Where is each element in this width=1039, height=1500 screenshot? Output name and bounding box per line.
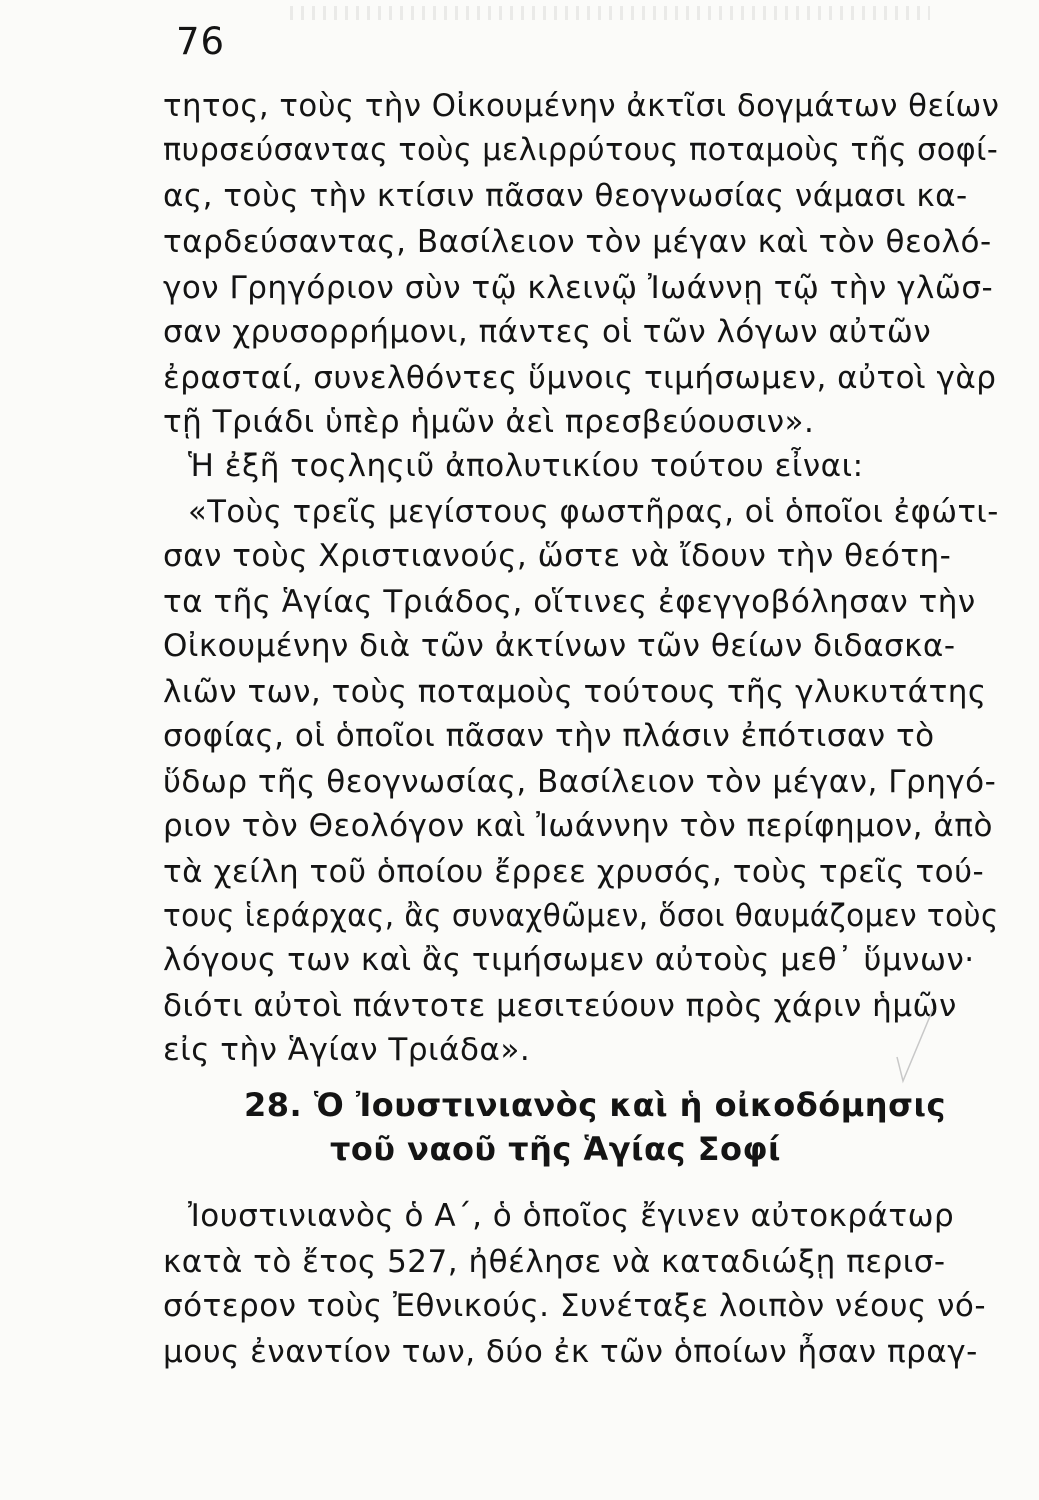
text-line: κατὰ τὸ ἔτος 527, ἠθέλησε νὰ καταδιώξῃ περισ-	[163, 1244, 946, 1280]
text-line: τῇ Τριάδι ὑπὲρ ἡμῶν ἀεὶ πρεσβεύουσιν».	[163, 404, 815, 440]
text-line: γον Γρηγόριον σὺν τῷ κλεινῷ Ἰωάννῃ τῷ τὴν γλῶσ-	[163, 270, 994, 306]
text-line: σαν χρυσορρήμονι, πάντες οἱ τῶν λόγων αὐτῶν	[163, 314, 932, 350]
text-line: διότι αὐτοὶ πάντοτε μεσιτεύουν πρὸς χάριν ἡμῶν	[163, 988, 957, 1024]
text-line: ὕδωρ τῆς θεογνωσίας, Βασίλειον τὸν μέγαν, Γρηγό-	[163, 764, 997, 800]
text-line: ἐρασταί, συνελθόντες ὕμνοις τιμήσωμεν, αὐτοὶ γὰρ	[163, 360, 997, 396]
text-line: Οἰκουμένην διὰ τῶν ἀκτίνων τῶν θείων διδασκα-	[163, 628, 956, 664]
text-line: ταρδεύσαντας, Βασίλειον τὸν μέγαν καὶ τὸν θεολό-	[163, 224, 992, 260]
pencil-checkmark-icon	[893, 1005, 939, 1085]
section-heading: τοῦ ναοῦ τῆς Ἁγίας Σοφί	[330, 1130, 781, 1168]
text-line: λιῶν των, τοὺς ποταμοὺς τούτους τῆς γλυκυτάτης	[163, 674, 987, 710]
text-line: τους ἱεράρχας, ἂς συναχθῶμεν, ὅσοι θαυμάζομεν τοὺς	[163, 898, 999, 934]
text-line: σότερον τοὺς Ἐθνικούς. Συνέταξε λοιπὸν νέους νό-	[163, 1288, 987, 1324]
text-line: σοφίας, οἱ ὁποῖοι πᾶσαν τὴν πλάσιν ἐπότισαν τὸ	[163, 718, 935, 754]
text-line: τὰ χείλη τοῦ ὁποίου ἔρρεε χρυσός, τοὺς τρεῖς τού-	[163, 854, 985, 890]
text-line: εἰς τὴν Ἁγίαν Τριάδα».	[163, 1032, 531, 1068]
text-line: τα τῆς Ἁγίας Τριάδος, οἵτινες ἐφεγγοβόλησαν τὴν	[163, 584, 976, 620]
section-heading: 28. Ὁ Ἰουστινιανὸς καὶ ἡ οἰκοδόμησις	[244, 1086, 946, 1124]
text-line: ριον τὸν Θεολόγον καὶ Ἰωάννην τὸν περίφημον, ἀπὸ	[163, 808, 993, 844]
page-number: 76	[176, 20, 226, 63]
text-line: σαν τοὺς Χριστιανούς, ὥστε νὰ ἴδουν τὴν θεότη-	[163, 538, 952, 574]
text-line: μους ἐναντίον των, δύο ἐκ τῶν ὁποίων ἦσαν πραγ-	[163, 1334, 978, 1370]
text-line: «Τοὺς τρεῖς μεγίστους φωστῆρας, οἱ ὁποῖοι ἐφώτι-	[188, 494, 999, 530]
text-line: πυρσεύσαντας τοὺς μελιρρύτους ποταμοὺς τῆς σοφί-	[163, 132, 999, 168]
text-line: ας, τοὺς τὴν κτίσιν πᾶσαν θεογνωσίας νάμασι κα-	[163, 178, 968, 214]
text-line: Ἰουστινιανὸς ὁ Α΄, ὁ ὁποῖος ἔγινεν αὐτοκράτωρ	[188, 1198, 955, 1234]
text-line: Ἡ ἐξῆ τοςληςιῦ ἀπολυτικίου τούτου εἶναι:	[188, 448, 864, 484]
scan-artifact	[290, 6, 930, 20]
text-line: λόγους των καὶ ἂς τιμήσωμεν αὐτοὺς μεθ᾿ ὕμνων·	[163, 942, 975, 978]
text-line: τητος, τοὺς τὴν Οἰκουμένην ἀκτῖσι δογμάτων θείων	[163, 88, 1000, 124]
